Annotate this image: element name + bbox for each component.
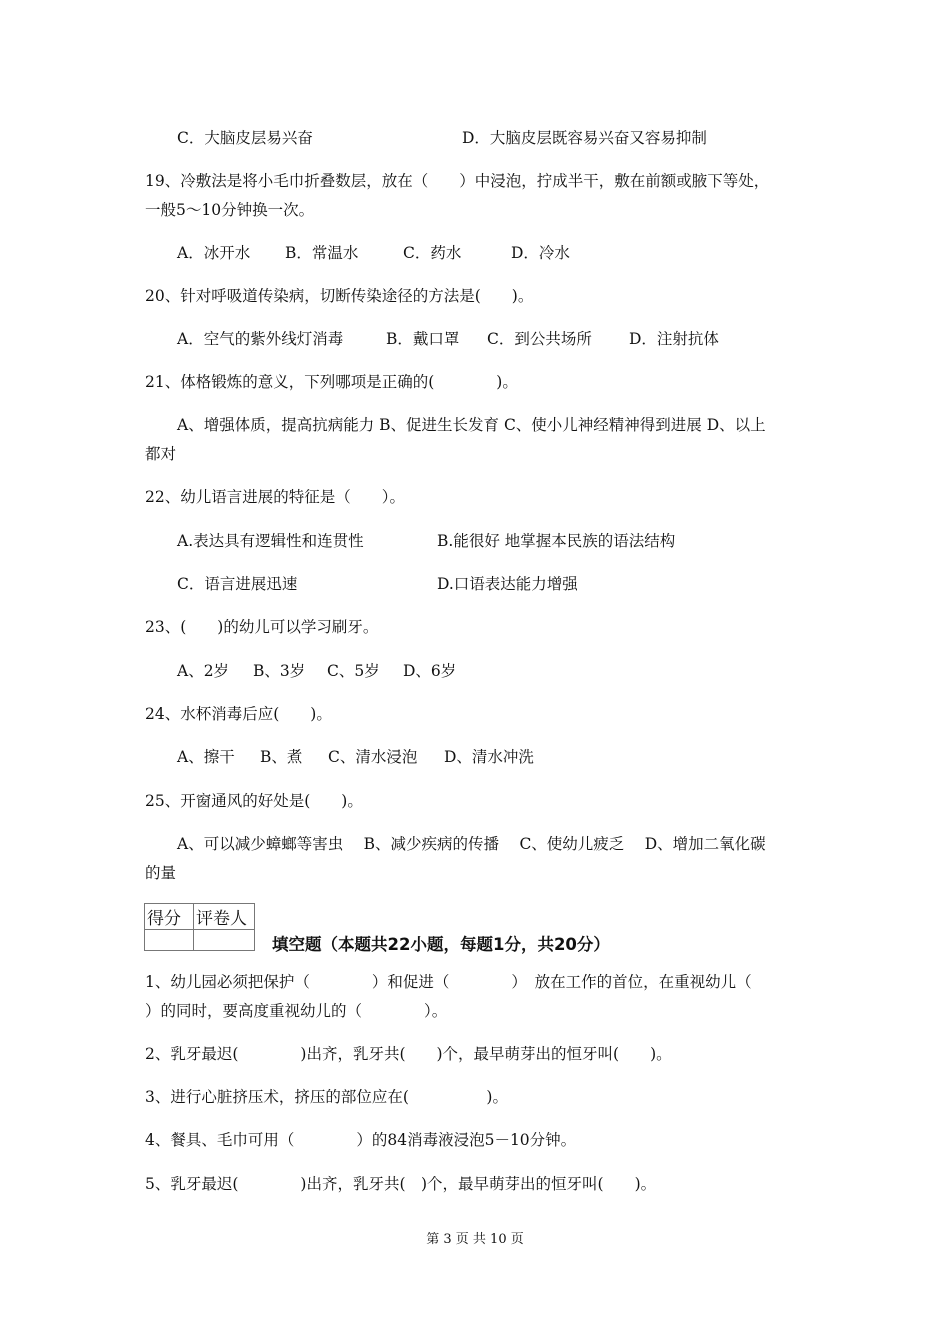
fill-q2: 2、乳牙最迟( )出齐，乳牙共( )个，最早萌芽出的恒牙叫( )。 xyxy=(145,1045,672,1063)
q19-option-b: B．常温水 xyxy=(285,244,359,262)
q22-option-d: D.口语表达能力增强 xyxy=(437,575,578,593)
score-box xyxy=(144,903,255,951)
q19-options xyxy=(177,243,570,263)
q21-stem: 21、体格锻炼的意义，下列哪项是正确的( )。 xyxy=(145,373,518,391)
q25-stem: 25、开窗通风的好处是( )。 xyxy=(145,792,363,810)
q22-stem: 22、幼儿语言进展的特征是（ ）。 xyxy=(145,488,405,506)
q23-options xyxy=(177,661,456,681)
fill-q3: 3、进行心脏挤压术，挤压的部位应在( )。 xyxy=(145,1088,508,1106)
q24-options xyxy=(177,747,534,767)
q24-stem: 24、水杯消毒后应( )。 xyxy=(145,705,332,723)
score-label: 得分 xyxy=(145,904,194,930)
grader-cell xyxy=(194,930,255,951)
q19-stem-line1: 19、冷敷法是将小毛巾折叠数层，放在（ ）中浸泡，拧成半干，敷在前额或腋下等处， xyxy=(145,172,770,190)
fill-q1-line1: 1、幼儿园必须把保护（ ）和促进（ ） 放在工作的首位，在重视幼儿（ xyxy=(145,973,752,991)
q23-option-b: B、3岁 xyxy=(253,662,306,680)
q21-options-line1: A、增强体质，提高抗病能力 B、促进生长发育 C、使小儿神经精神得到进展 D、以上 xyxy=(177,416,766,434)
q22-option-a: A.表达具有逻辑性和连贯性 xyxy=(177,532,364,550)
q19-option-a: A．冰开水 xyxy=(177,244,251,262)
grader-label: 评卷人 xyxy=(194,904,255,930)
section-title: 填空题（本题共22小题，每题1分，共20分） xyxy=(272,935,610,954)
q20-option-c: C．到公共场所 xyxy=(487,330,592,348)
q20-options xyxy=(177,329,719,349)
q21-options-line2: 都对 xyxy=(145,445,177,463)
q19-stem-line2: 一般5～10分钟换一次。 xyxy=(145,201,315,219)
q23-stem: 23、( )的幼儿可以学习刷牙。 xyxy=(145,618,379,636)
q23-option-c: C、5岁 xyxy=(327,662,380,680)
q18-option-d: D．大脑皮层既容易兴奋又容易抑制 xyxy=(462,129,707,147)
q22-option-c: C．语言进展迅速 xyxy=(177,575,298,593)
q20-stem: 20、针对呼吸道传染病，切断传染途径的方法是( )。 xyxy=(145,287,534,305)
q19-option-d: D．冷水 xyxy=(511,244,570,262)
q23-option-a: A、2岁 xyxy=(177,662,230,680)
score-cell xyxy=(145,930,194,951)
q25-options-line2: 的量 xyxy=(145,864,177,882)
q24-option-b: B、煮 xyxy=(260,748,303,766)
q18-options-row xyxy=(177,128,313,148)
page-footer: 第 3 页 共 10 页 xyxy=(426,1232,524,1247)
q19-option-c: C．药水 xyxy=(403,244,462,262)
q20-option-a: A．空气的紫外线灯消毒 xyxy=(177,330,344,348)
q20-option-b: B．戴口罩 xyxy=(386,330,460,348)
q18-option-c: C．大脑皮层易兴奋 xyxy=(177,129,313,147)
q25-options-line1: A、可以减少蟑螂等害虫 B、减少疾病的传播 C、使幼儿疲乏 D、增加二氧化碳 xyxy=(177,835,766,853)
fill-q1-line2: ）的同时，要高度重视幼儿的（ ）。 xyxy=(145,1002,448,1020)
q22-option-b: B.能很好 地掌握本民族的语法结构 xyxy=(437,532,676,550)
q24-option-d: D、清水冲洗 xyxy=(444,748,534,766)
fill-q4: 4、餐具、毛巾可用（ ）的84消毒液浸泡5－10分钟。 xyxy=(145,1131,577,1149)
q24-option-a: A、擦干 xyxy=(177,748,235,766)
fill-q5: 5、乳牙最迟( )出齐，乳牙共( )个，最早萌芽出的恒牙叫( )。 xyxy=(145,1175,657,1193)
q20-option-d: D．注射抗体 xyxy=(629,330,719,348)
q24-option-c: C、清水浸泡 xyxy=(328,748,418,766)
q23-option-d: D、6岁 xyxy=(403,662,457,680)
